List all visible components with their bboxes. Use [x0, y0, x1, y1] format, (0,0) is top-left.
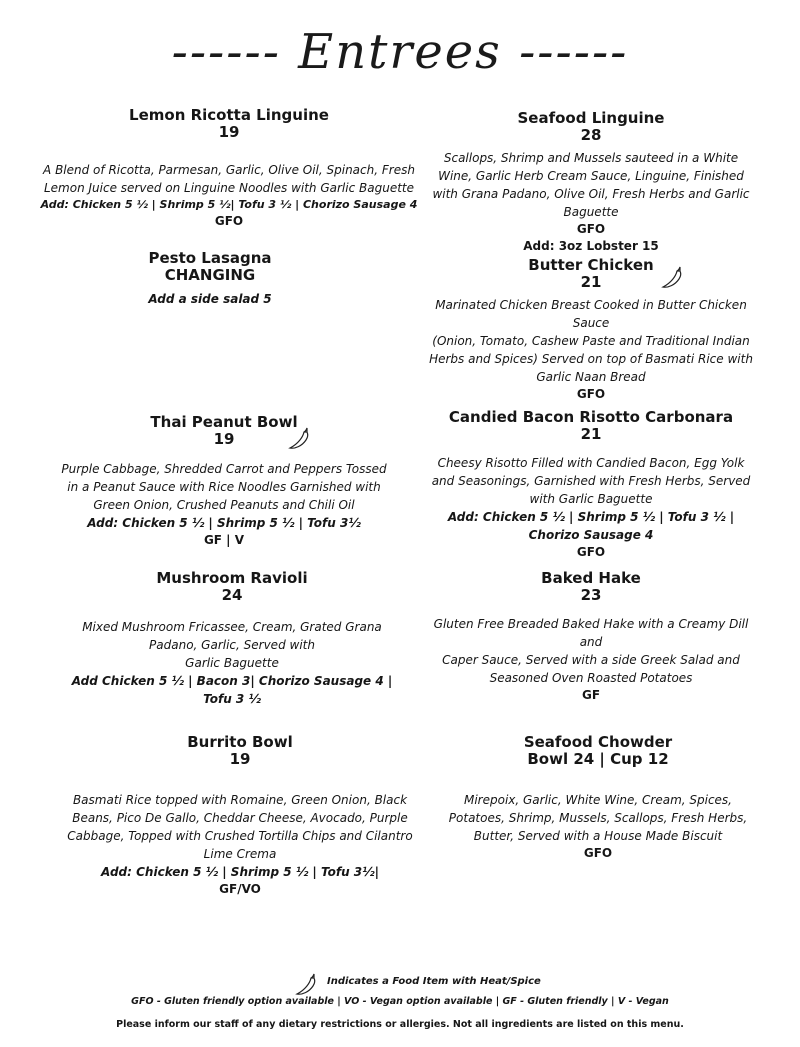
- menu-item-candied-bacon-risotto: [425, 409, 757, 561]
- menu-item-mushroom-ravioli: [30, 570, 434, 708]
- item-description: Scallops, Shrimp and Mussels sauteed in a White Wine, Garlic Herb Cream Sauce, Linguine, Finished with Grana Padano, Olive Oil, Fresh Herbs and Garlic Baguette: [432, 151, 750, 219]
- item-price: 21: [580, 425, 602, 443]
- item-price: Bowl 24 | Cup 12: [527, 750, 669, 768]
- item-diet-tag: GFO: [576, 222, 606, 236]
- diet-codes-legend: GFO - Gluten friendly option available | VO - Vegan option available | GF - Gluten friendly | V - Vegan: [131, 996, 669, 1007]
- item-price: 23: [580, 586, 602, 604]
- item-diet-tag: GFO: [583, 846, 613, 860]
- item-description: Mirepoix, Garlic, White Wine, Cream, Spices, Potatoes, Shrimp, Mussels, Scallops, Fresh Herbs, Butter, Served with a House Made Biscuit: [448, 793, 748, 843]
- item-price: 19: [213, 430, 235, 448]
- item-description: Cheesy Risotto Filled with Candied Bacon, Egg Yolk and Seasonings, Garnished with Fresh Herbs, Served with Garlic Baguette: [431, 456, 751, 506]
- menu-item-seafood-chowder: [433, 734, 763, 862]
- item-name: Lemon Ricotta Linguine: [129, 106, 329, 124]
- menu-item-seafood-linguine: [425, 110, 757, 255]
- item-add-ons: Add: Chicken 5 ½ | Shrimp 5 ½| Tofu 3 ½ | Chorizo Sausage 4: [40, 198, 418, 211]
- item-name: Seafood Linguine: [517, 109, 665, 127]
- chili-pepper-icon: [292, 970, 320, 998]
- chili-pepper-icon: [285, 424, 313, 452]
- item-price: 21: [580, 273, 602, 291]
- allergy-notice: Please inform our staff of any dietary restrictions or allergies. Not all ingredients are listed on this menu.: [116, 1019, 684, 1030]
- item-add-ons: Add a side salad 5: [148, 292, 272, 306]
- menu-item-thai-peanut-bowl: [30, 414, 418, 549]
- menu-item-butter-chicken: [420, 257, 762, 403]
- item-diet-tag: GF: [581, 688, 601, 702]
- item-lobster-add: Add: 3oz Lobster 15: [523, 239, 659, 253]
- menu-item-baked-hake: [422, 570, 760, 704]
- item-price: CHANGING: [164, 266, 256, 284]
- item-description: Gluten Free Breaded Baked Hake with a Creamy Dill and Caper Sauce, Served with a side Greek Salad and Seasoned Oven Roasted Potatoes: [433, 617, 749, 685]
- item-description: Basmati Rice topped with Romaine, Green Onion, Black Beans, Pico De Gallo, Cheddar Cheese, Avocado, Purple Cabbage, Topped with Crushed Tortilla Chips and Cilantro Lime Crema: [67, 793, 413, 861]
- item-description: Marinated Chicken Breast Cooked in Butter Chicken Sauce (Onion, Tomato, Cashew Paste and Traditional Indian Herbs and Spices) Served on top of Basmati Rice with Garlic Naan Bread: [429, 298, 753, 384]
- item-name: Thai Peanut Bowl: [150, 413, 298, 431]
- item-description: Mixed Mushroom Fricassee, Cream, Grated Grana Padano, Garlic, Served with Garlic Baguette: [82, 620, 382, 670]
- item-price: 24: [221, 586, 243, 604]
- menu-item-pesto-lasagna: [30, 250, 390, 308]
- item-diet-tag: GFO: [576, 545, 606, 559]
- item-name: Mushroom Ravioli: [156, 569, 308, 587]
- item-price: 19: [229, 750, 251, 768]
- item-name: Candied Bacon Risotto Carbonara: [448, 408, 734, 426]
- item-add-ons: Add: Chicken 5 ½ | Shrimp 5 ½ | Tofu 3 ½ | Chorizo Sausage 4: [447, 510, 735, 542]
- item-name: Pesto Lasagna: [148, 249, 272, 267]
- item-diet-tag: GF/VO: [219, 882, 261, 896]
- item-add-ons: Add: Chicken 5 ½ | Shrimp 5 ½ | Tofu 3½|: [101, 865, 379, 879]
- item-diet-tag: GFO: [576, 387, 606, 401]
- item-diet-tag: GFO: [214, 214, 244, 228]
- item-name: Baked Hake: [541, 569, 641, 587]
- menu-item-burrito-bowl: [40, 734, 440, 898]
- item-name: Burrito Bowl: [187, 733, 293, 751]
- item-add-ons: Add Chicken 5 ½ | Bacon 3| Chorizo Sausage 4 | Tofu 3 ½: [71, 674, 393, 706]
- page-title: ------ Entrees ------: [171, 24, 629, 80]
- item-description: Purple Cabbage, Shredded Carrot and Peppers Tossed in a Peanut Sauce with Rice Noodles Garnished with Green Onion, Crushed Peanuts and Chili Oil: [61, 462, 387, 512]
- item-name: Seafood Chowder: [523, 733, 673, 751]
- item-description: A Blend of Ricotta, Parmesan, Garlic, Olive Oil, Spinach, Fresh Lemon Juice served on Linguine Noodles with Garlic Baguette: [43, 163, 415, 195]
- heat-legend-text: Indicates a Food Item with Heat/Spice: [327, 976, 541, 987]
- item-add-ons: Add: Chicken 5 ½ | Shrimp 5 ½ | Tofu 3½: [87, 516, 361, 530]
- item-diet-tag: GF | V: [203, 533, 245, 547]
- chili-pepper-icon: [658, 263, 686, 291]
- item-price: 28: [580, 126, 602, 144]
- item-price: 19: [218, 123, 240, 141]
- menu-item-lemon-ricotta-linguine: [30, 107, 428, 230]
- item-name: Butter Chicken: [528, 256, 654, 274]
